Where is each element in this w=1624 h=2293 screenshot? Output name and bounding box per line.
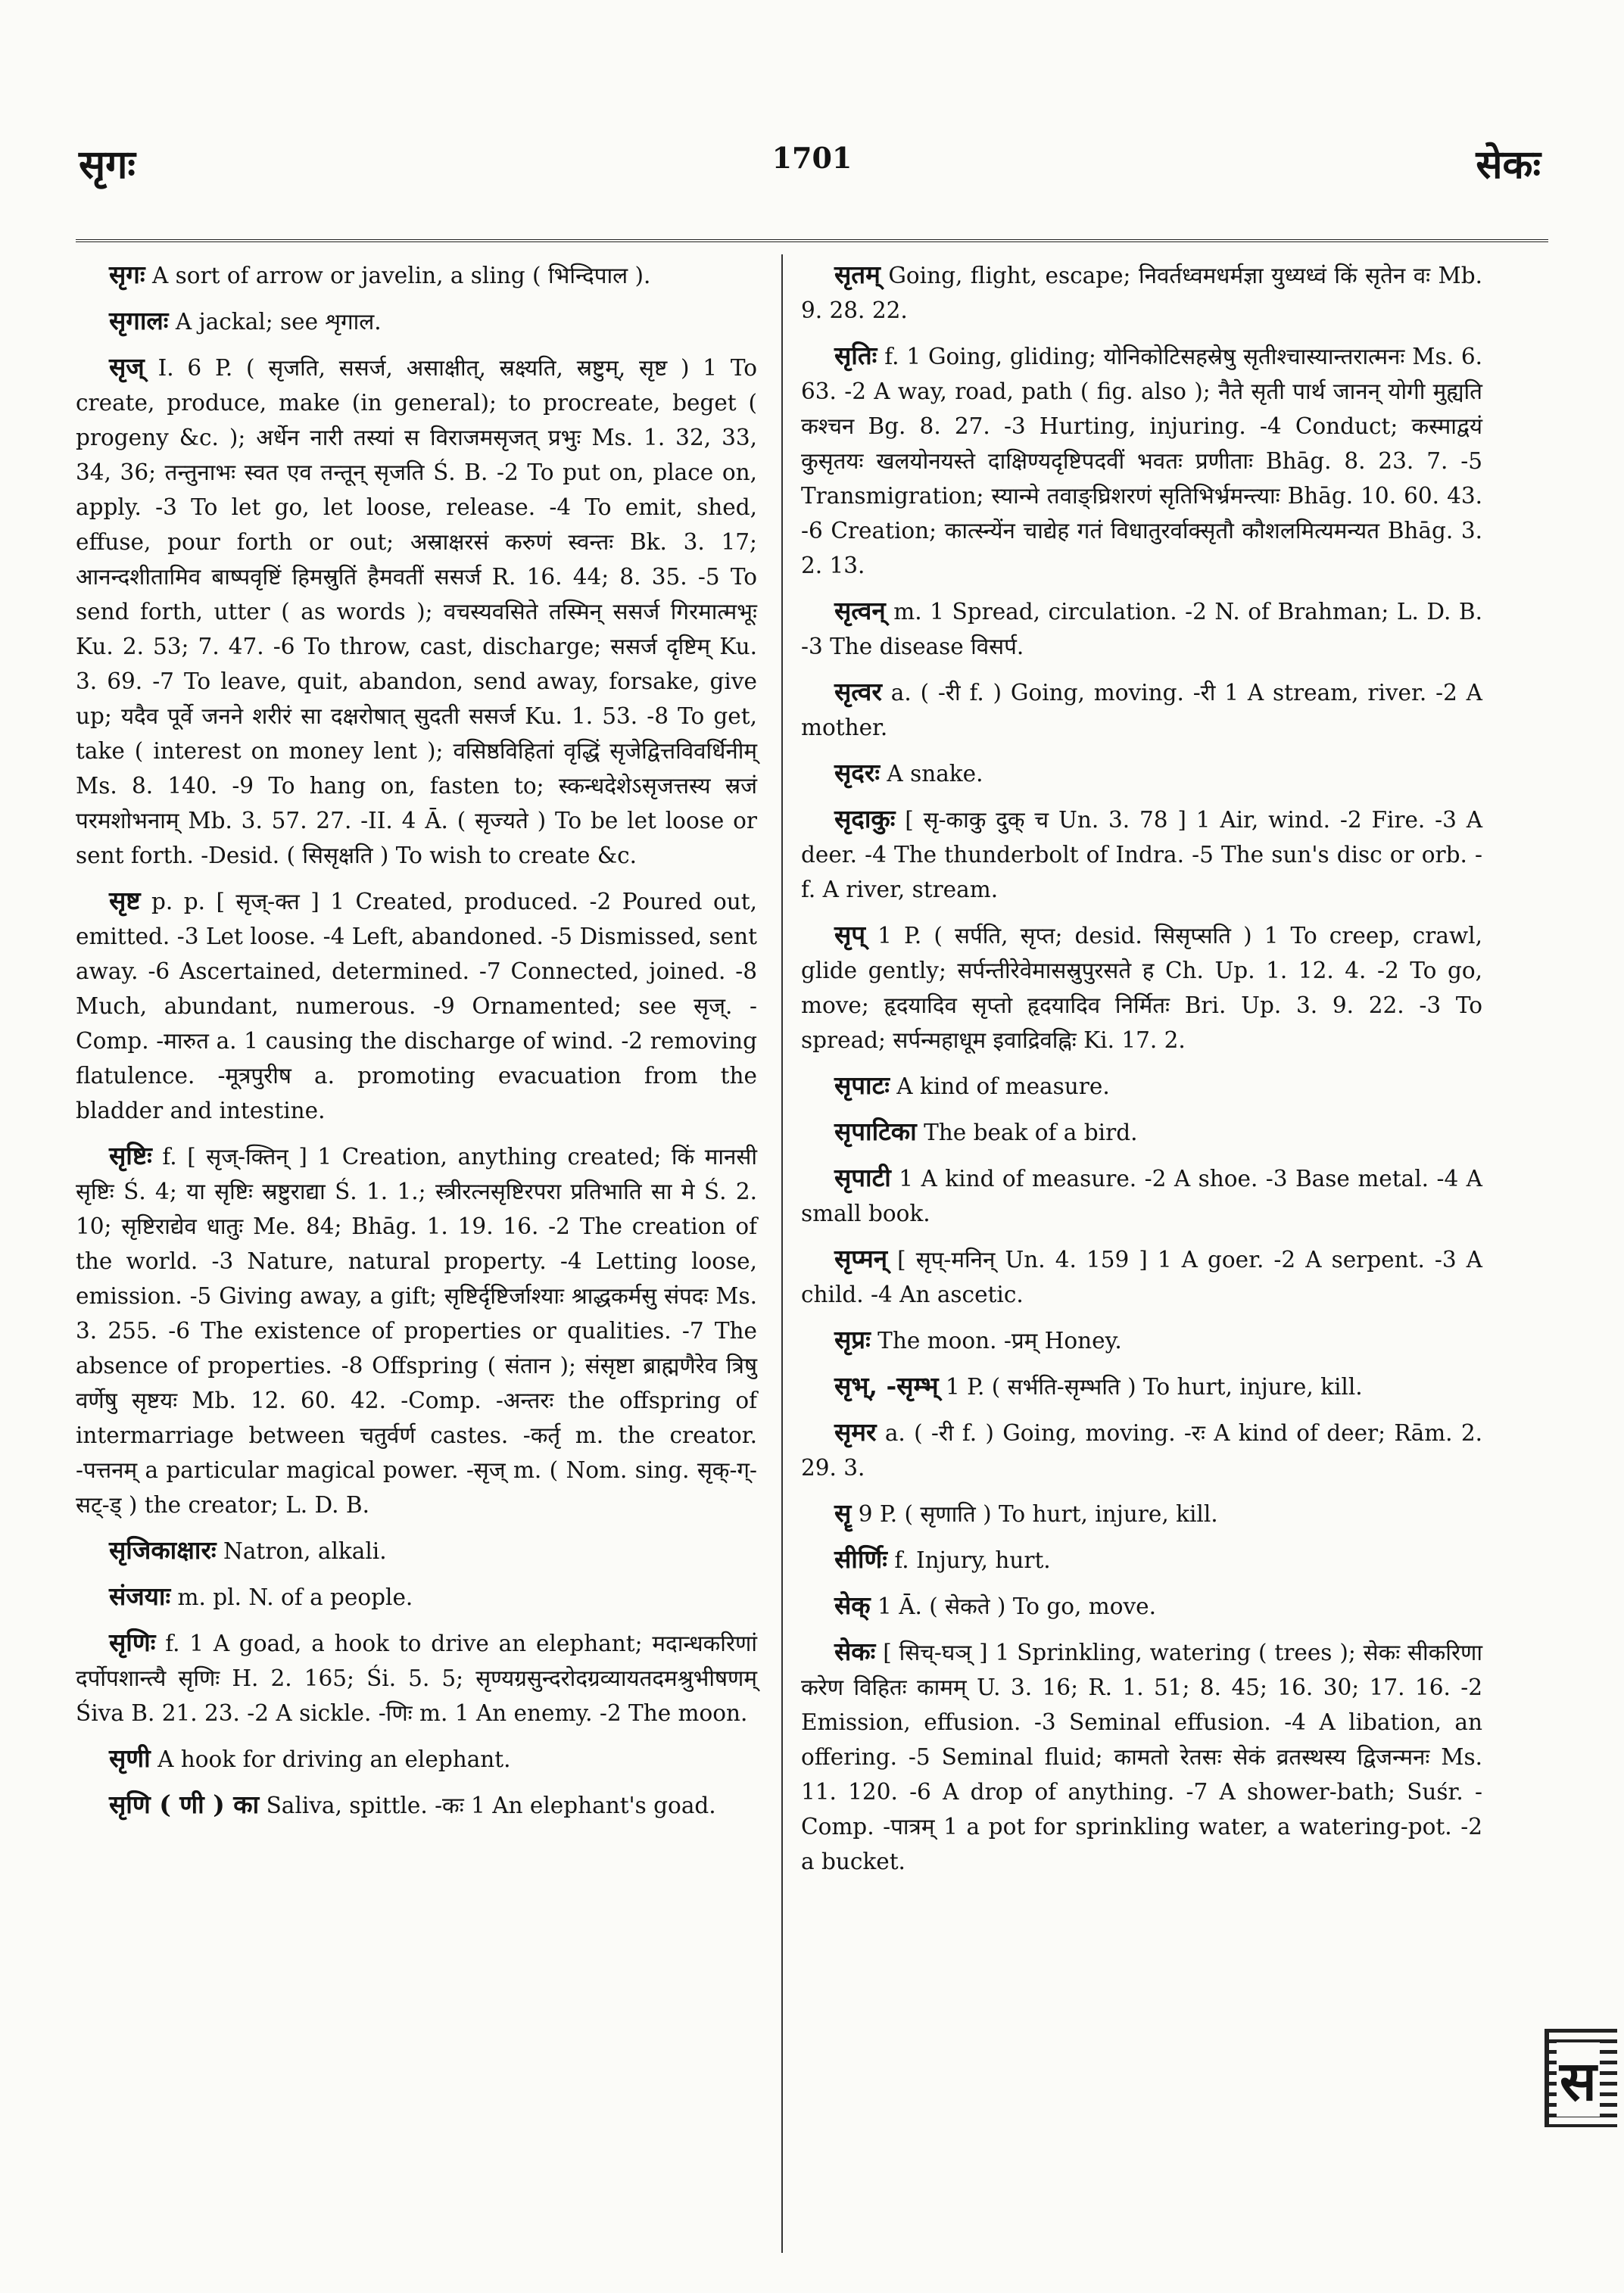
dictionary-entry	[801, 1068, 1482, 1104]
dictionary-entry	[801, 338, 1482, 583]
entry-text: f. Injury, hurt.	[894, 1547, 1051, 1573]
entry-headword: सृतिः	[834, 341, 877, 370]
entry-headword: सृपाटी	[834, 1163, 891, 1192]
dictionary-entry	[801, 594, 1482, 664]
dictionary-entry	[76, 1625, 757, 1731]
dictionary-entry	[76, 1741, 757, 1777]
entry-headword: सृदाकुः	[834, 804, 896, 833]
dictionary-entry	[76, 1533, 757, 1569]
entry-text: A jackal; see शृगाल.	[175, 309, 382, 335]
running-headword-left: सृगः	[79, 142, 136, 188]
entry-headword: सृणि ( णी ) का	[109, 1790, 260, 1819]
dictionary-entry	[801, 257, 1482, 328]
right-column	[801, 257, 1482, 1890]
thumb-index-tab	[1545, 2029, 1617, 2127]
entry-headword: सॄ	[834, 1498, 852, 1528]
entry-text: a. ( -री f. ) Going, moving. -रः A kind of deer; Rām. 2. 29. 3.	[801, 1420, 1482, 1481]
entry-headword: सृमर	[834, 1417, 877, 1447]
entry-headword: सृतम्	[834, 260, 881, 289]
entry-headword: सृप्रः	[834, 1325, 871, 1354]
left-column	[76, 257, 757, 1833]
entry-text: 1 A kind of measure. -2 A shoe. -3 Base metal. -4 A small book.	[801, 1166, 1482, 1226]
dictionary-entry	[801, 1542, 1482, 1578]
entry-headword: सृपाटिका	[834, 1117, 917, 1146]
entry-text: A hook for driving an elephant.	[157, 1746, 511, 1772]
dictionary-entry	[801, 1369, 1482, 1404]
entry-headword: सृष्ट	[109, 886, 141, 915]
dictionary-entry	[801, 1161, 1482, 1231]
entry-text: 1 Ā. ( सेकते ) To go, move.	[877, 1594, 1156, 1619]
dictionary-entry	[801, 1242, 1482, 1312]
entry-headword: सृभ्, -सृम्भ्	[834, 1371, 939, 1400]
entry-headword: सृष्टिः	[109, 1141, 152, 1170]
entry-headword: सृजिकाक्षारः	[109, 1535, 217, 1565]
entry-headword: सृणी	[109, 1743, 151, 1773]
entry-text: Going, flight, escape; निवर्तध्वमधर्मज्ञा युध्यध्वं किं सृतेन वः Mb. 9. 28. 22.	[801, 263, 1482, 323]
entry-headword: सृप्	[834, 920, 866, 949]
entry-headword: सृत्वन्	[834, 596, 886, 625]
entry-headword: संजयाः	[109, 1581, 171, 1611]
dictionary-entry	[801, 802, 1482, 907]
dictionary-entry	[76, 1579, 757, 1615]
page-number: 1701	[771, 141, 853, 175]
entry-text: f. [ सृज्-क्तिन् ] 1 Creation, anything created; किं मानसी सृष्टिः Ś. 4; या सृष्टिः स्रष्टुराद्या Ś. 1. 1.; स्त्रीरत्नसृष्टिरपरा प्रतिभाति सा मे Ś. 2. 10; सृष्टिराद्येव धातुः Me. 84; Bhāg. 1. 19. 16. -2 The creation of the world. -3 Nature, natural property. -4 Letting loose, emission. -5 Giving away, a gift; सृष्टिर्दृष्टिर्जाश्याः श्राद्धकर्मसु संपदः Ms. 3. 255. -6 The existence of properties or qualities. -7 The absence of properties. -8 Offspring ( संतान ); संसृष्टा ब्राह्मणैरेव त्रिषु वर्णेषु सृष्टयः Mb. 12. 60. 42. -Comp. -अन्तरः the offspring of intermarriage between चतुर्वर्ण castes. -कर्तृ m. the creator. -पत्तनम् a particular magical power. -सृज् m. ( Nom. sing. सृक्-ग्-सट्-ड् ) the creator; L. D. B.	[76, 1144, 757, 1518]
entry-headword: सृणिः	[109, 1628, 156, 1657]
entry-headword: सृदरः	[834, 758, 880, 787]
running-headword-right: सेकः	[1476, 142, 1541, 188]
entry-text: m. 1 Spread, circulation. -2 N. of Brahman; L. D. B. -3 The disease विसर्प.	[801, 599, 1482, 659]
entry-text: 1 P. ( सर्पति, सृप्त; desid. सिसृप्सति ) 1 To creep, crawl, glide gently; सर्पन्तीरेवेमासस्रुपुरसते ह Ch. Up. 1. 12. 4. -2 To go, move; हृदयादिव सृप्तो हृदयादिव निर्मितः Bri. Up. 3. 9. 22. -3 To spread; सर्पन्महाधूम इवाद्रिवह्निः Ki. 17. 2.	[801, 923, 1482, 1053]
entry-text: [ सिच्-घञ् ] 1 Sprinkling, watering ( trees ); सेकः सीकरिणा करेण विहितः कामम् U. 3. 16; R. 1. 51; 8. 45; 16. 30; 17. 16. -2 Emission, effusion. -3 Seminal effusion. -4 A libation, an offering. -5 Seminal fluid; कामतो रेतसः सेकं व्रतस्थस्य द्विजन्मनः Ms. 11. 120. -6 A drop of anything. -7 A shower-bath; Suśr. -Comp. -पात्रम् 1 a pot for sprinkling water, a watering-pot. -2 a bucket.	[801, 1640, 1482, 1874]
entry-text: 1 P. ( सर्भति-सृम्भति ) To hurt, injure, kill.	[945, 1374, 1363, 1400]
entry-text: A snake.	[887, 761, 983, 787]
entry-headword: सृप्मन्	[834, 1244, 888, 1273]
entry-headword: सीर्णिः	[834, 1544, 887, 1574]
entry-headword: सृपाटः	[834, 1070, 890, 1100]
dictionary-entry	[76, 1787, 757, 1823]
dictionary-entry	[801, 1634, 1482, 1879]
entry-text: [ सृ-काकु दुक् च Un. 3. 78 ] 1 Air, wind. -2 Fire. -3 A deer. -4 The thunderbolt of Indra. -5 The sun's disc or orb. -f. A river, stream.	[801, 807, 1482, 902]
dictionary-entry	[76, 257, 757, 293]
entry-headword: सृगालः	[109, 306, 169, 335]
entry-text: p. p. [ सृज्-क्त ] 1 Created, produced. -2 Poured out, emitted. -3 Let loose. -4 Left, abandoned. -5 Dismissed, sent away. -6 Ascertained, determined. -7 Connected, joined. -8 Much, abundant, numerous. -9 Ornamented; see सृज्. -Comp. -मारुत a. 1 causing the discharge of wind. -2 removing flatulence. -मूत्रपुरीष a. promoting evacuation from the bladder and intestine.	[76, 889, 757, 1123]
dictionary-entry	[801, 1588, 1482, 1624]
entry-text: The moon. -प्रम् Honey.	[877, 1328, 1122, 1354]
entry-text: m. pl. N. of a people.	[177, 1584, 413, 1610]
column-divider	[781, 254, 783, 2253]
entry-headword: सेकः	[834, 1637, 876, 1666]
entry-text: [ सृप्-मनिन् Un. 4. 159 ] 1 A goer. -2 A serpent. -3 A child. -4 An ascetic.	[801, 1247, 1482, 1307]
header-rule	[76, 239, 1548, 242]
dictionary-entry	[801, 1415, 1482, 1485]
dictionary-entry	[801, 918, 1482, 1058]
dictionary-entry	[76, 883, 757, 1128]
entry-text: A sort of arrow or javelin, a sling ( भिन्दिपाल ).	[151, 263, 651, 288]
page-header	[76, 129, 1548, 197]
entry-text: I. 6 P. ( सृजति, ससर्ज, असाक्षीत्, स्रक्ष्यति, स्रष्टुम्, सृष्ट ) 1 To create, produce, make (in general); to procreate, beget ( progeny &c. ); अर्धेन नारी तस्यां स विराजमसृजत् प्रभुः Ms. 1. 32, 33, 34, 36; तन्तुनाभः स्वत एव तन्तून् सृजति Ś. B. -2 To put on, place on, apply. -3 To let go, let loose, release. -4 To emit, shed, effuse, pour forth or out; अस्राक्षरसं करुणं स्वन्तः Bk. 3. 17; आनन्दशीतामिव बाष्पवृष्टिं हिमस्रुतिं हैमवतीं ससर्ज R. 16. 44; 8. 35. -5 To send forth, utter ( as words ); वचस्यवसिते तस्मिन् ससर्ज गिरमात्मभूः Ku. 2. 53; 7. 47. -6 To throw, cast, discharge; ससर्ज दृष्टिम् Ku. 3. 69. -7 To leave, quit, abandon, send away, forsake, give up; यदैव पूर्वे जनने शरीरं सा दक्षरोषात् सुदती ससर्ज Ku. 1. 53. -8 To get, take ( interest on money lent ); वसिष्ठविहितां वृद्धिं सृजेद्वित्तविवर्धिनीम् Ms. 8. 140. -9 To hang on, fasten to; स्कन्धदेशेऽसृजत्तस्य स्रजं परमशोभनाम् Mb. 3. 57. 27. -II. 4 Ā. ( सृज्यते ) To be let loose or sent forth. -Desid. ( सिसृक्षति ) To wish to create &c.	[76, 355, 757, 868]
entry-text: a. ( -री f. ) Going, moving. -री 1 A stream, river. -2 A mother.	[801, 680, 1482, 740]
dictionary-entry	[801, 675, 1482, 745]
entry-headword: सृज्	[109, 352, 145, 382]
entry-text: Natron, alkali.	[223, 1538, 387, 1564]
dictionary-entry	[801, 1323, 1482, 1358]
entry-text: The beak of a bird.	[924, 1120, 1138, 1145]
dictionary-entry	[76, 304, 757, 339]
entry-text: Saliva, spittle. -कः 1 An elephant's goad.	[266, 1793, 716, 1818]
dictionary-entry	[801, 756, 1482, 791]
entry-headword: सृत्वर	[834, 677, 882, 706]
dictionary-entry	[76, 350, 757, 873]
dictionary-entry	[801, 1114, 1482, 1150]
entry-text: 9 P. ( सृणाति ) To hurt, injure, kill.	[858, 1501, 1218, 1527]
entry-headword: सृगः	[109, 260, 145, 289]
entry-text: f. 1 A goad, a hook to drive an elephant; मदान्धकरिणां दर्पोपशान्त्यै सृणिः H. 2. 165; Śi. 5. 5; सृण्यग्रसुन्दरोदग्रव्यायतदमश्रुभीषणम् Śiva B. 21. 23. -2 A sickle. -णिः m. 1 An enemy. -2 The moon.	[76, 1631, 757, 1726]
entry-headword: सेक्	[834, 1590, 871, 1620]
thumb-index-letter: स	[1557, 2042, 1600, 2117]
entry-text: A kind of measure.	[896, 1073, 1110, 1099]
dictionary-entry	[801, 1496, 1482, 1531]
entry-text: f. 1 Going, gliding; योनिकोटिसहस्रेषु सृतीश्चास्यान्तरात्मनः Ms. 6. 63. -2 A way, road, path ( fig. also ); नैते सृती पार्थ जानन् योगी मुह्यति कश्चन Bg. 8. 27. -3 Hurting, injuring. -4 Conduct; कस्माद्वयं कुसृतयः खलयोनयस्ते दाक्षिण्यदृष्टिपदवीं भवतः प्रणीताः Bhāg. 8. 23. 7. -5 Transmigration; स्यान्मे तवाङ्घ्रिशरणं सृतिभिर्भ्रमन्त्याः Bhāg. 10. 60. 43. -6 Creation; कात्स्न्येंन चाद्येह गतं विधातुरर्वाक्सृतौ कौशलमित्यमन्यत Bhāg. 3. 2. 13.	[801, 344, 1482, 578]
dictionary-entry	[76, 1139, 757, 1522]
